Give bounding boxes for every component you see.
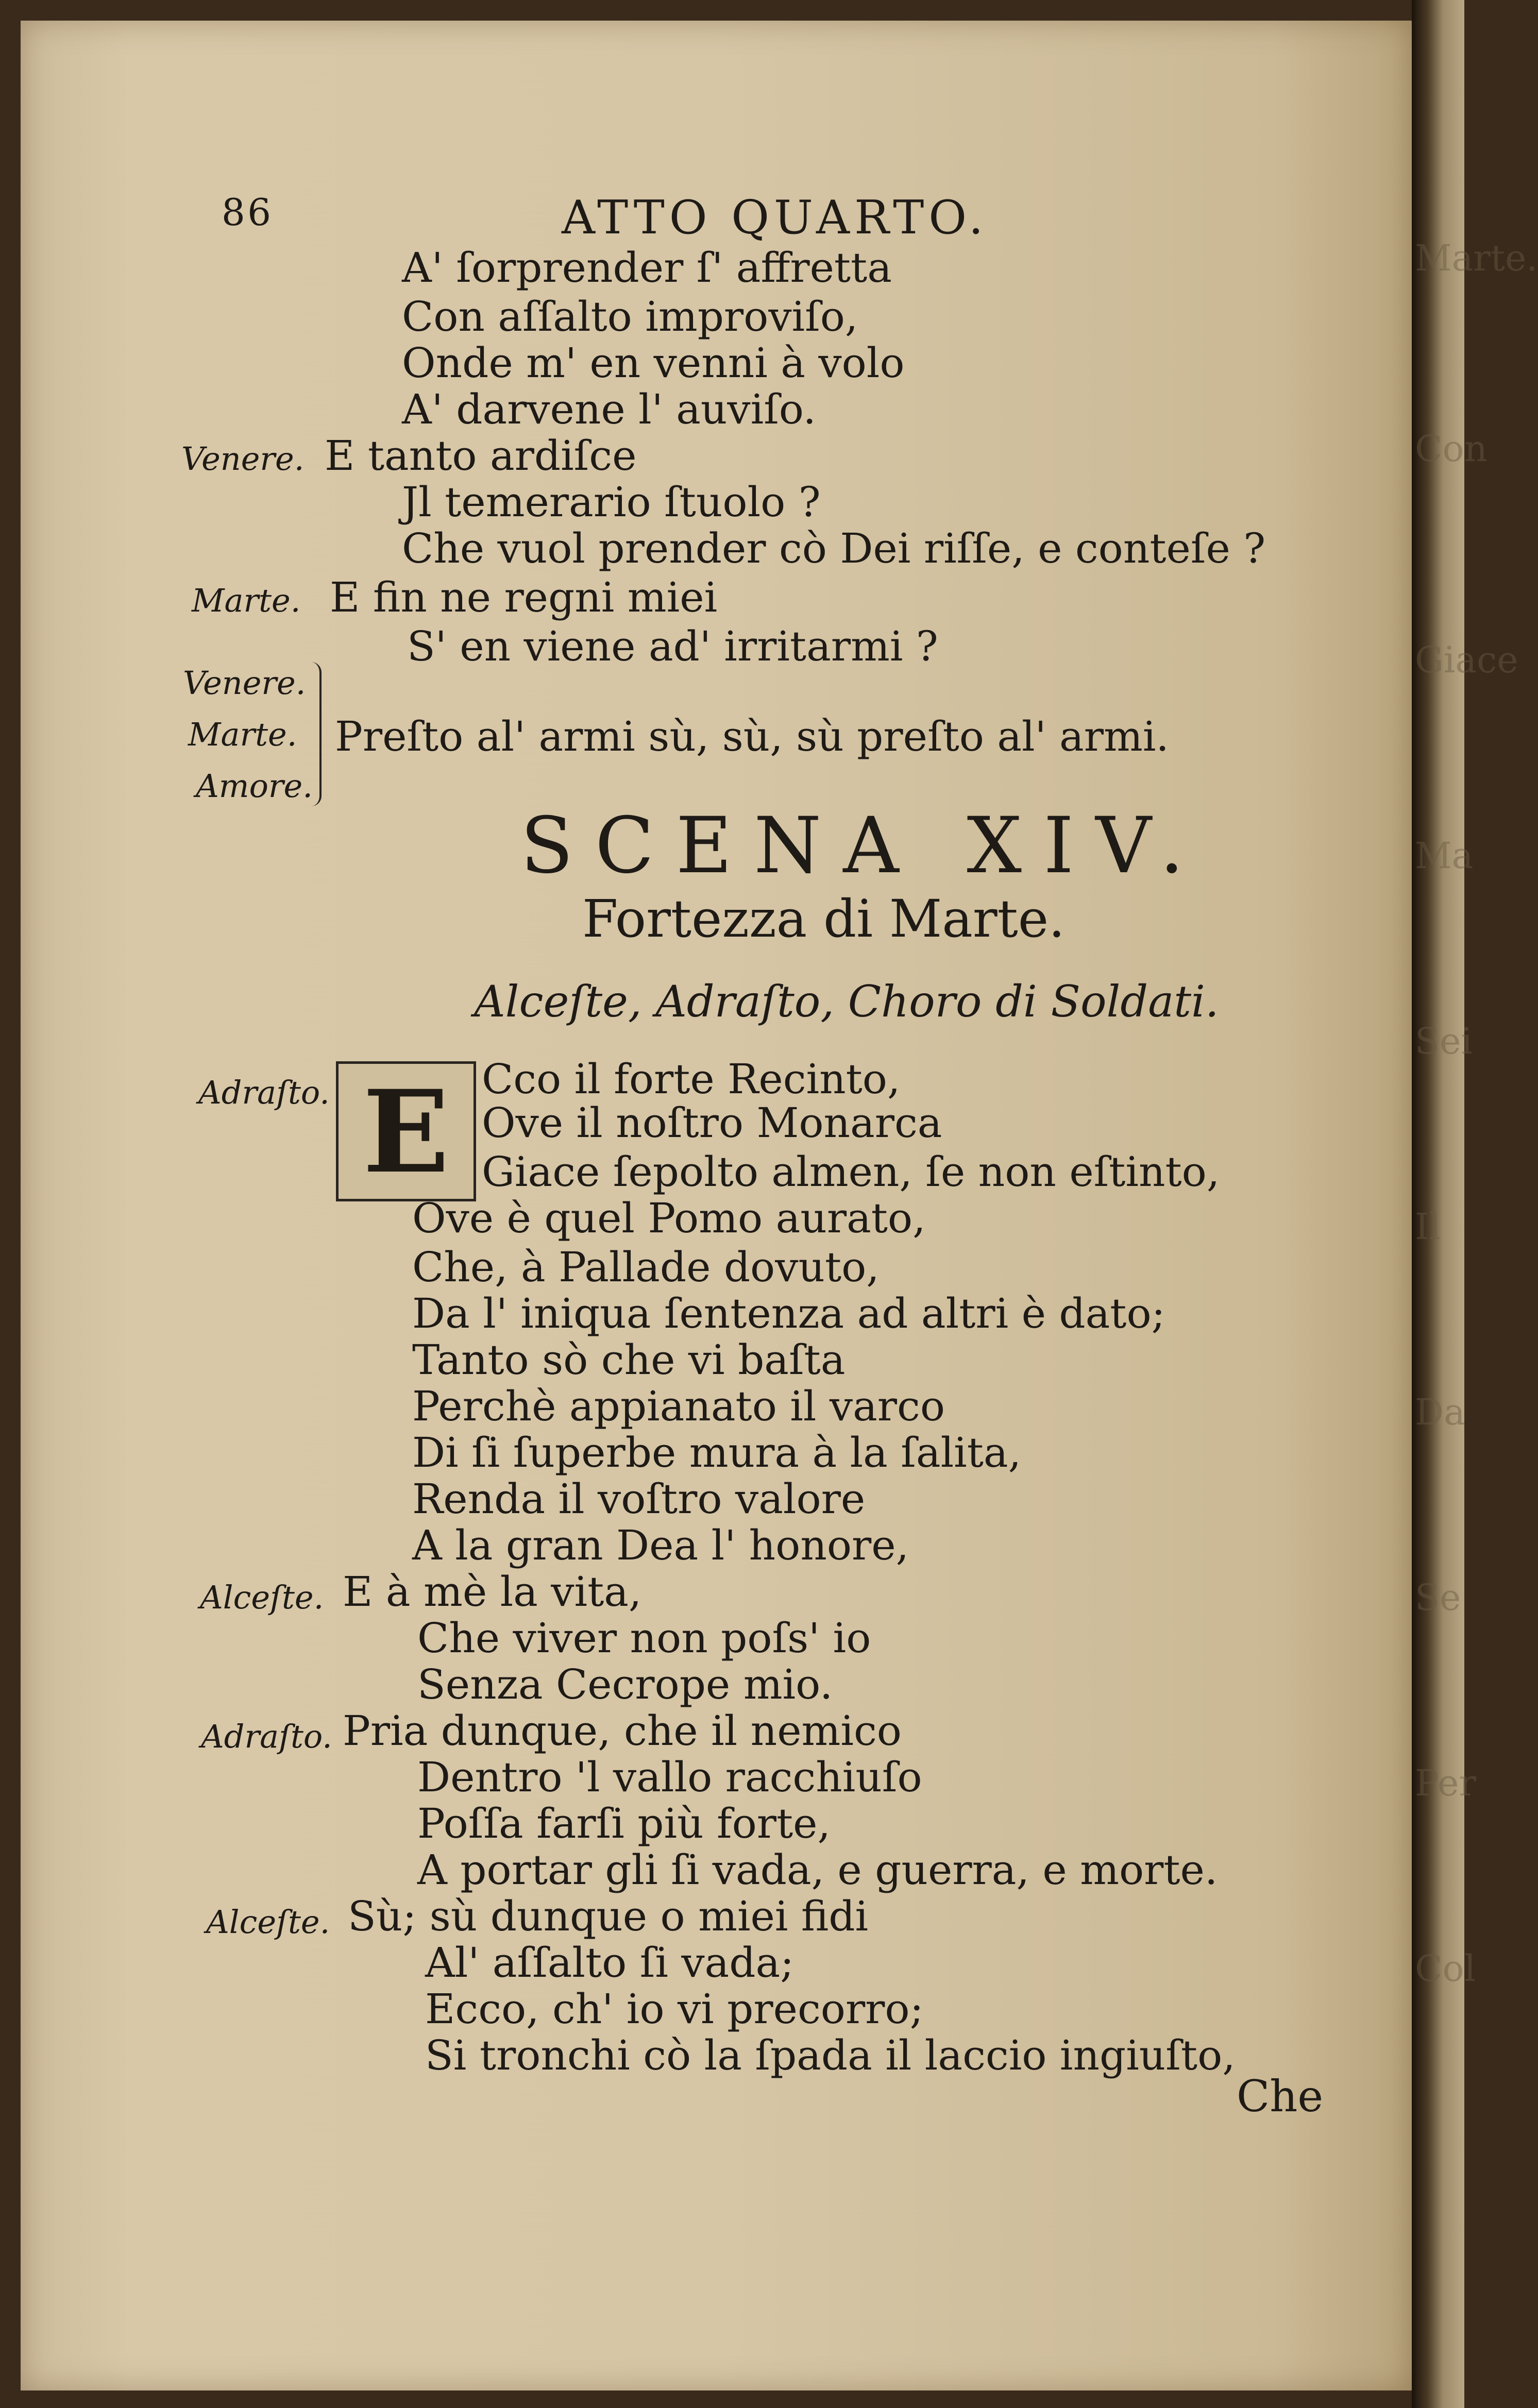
verse-line: Che viver non poſs' io <box>417 1614 871 1662</box>
facing-page-text: Se <box>1415 1576 1461 1619</box>
verse-line: Senza Cecrope mio. <box>417 1660 833 1708</box>
verse-line: Che, à Pallade dovuto, <box>412 1243 880 1291</box>
verse-line: Onde m' en venni à volo <box>402 339 905 387</box>
facing-page-text: Ma <box>1415 835 1474 877</box>
catchword: Che <box>1237 2071 1324 2122</box>
verse-line: E fin ne regni miei <box>330 573 718 621</box>
facing-page-text: Col <box>1415 1947 1476 1990</box>
verse-line: Ecco, ch' io vi precorro; <box>425 1985 924 2033</box>
facing-page-text: Marte. <box>1415 237 1538 279</box>
verse-line: A portar gli ſi vada, e guerra, e morte. <box>417 1846 1218 1894</box>
speaker-label: Alceſte. <box>206 1903 330 1941</box>
verse-line: A' darvene l' auviſo. <box>402 385 816 433</box>
verse-line: Sù; sù dunque o miei fidi <box>348 1892 869 1940</box>
verse-line: Ove il noſtro Monarca <box>482 1099 942 1147</box>
facing-page-text: Sei <box>1415 1020 1473 1062</box>
facing-page-text: Con <box>1415 428 1488 470</box>
verse-line: Tanto sò che vi baſta <box>412 1336 846 1384</box>
speaker-label: Marte. <box>192 582 301 619</box>
verse-line: A' ſorprender ſ' affretta <box>402 244 892 292</box>
speaker-label: Alceſte. <box>200 1579 324 1616</box>
speaker-label: Amore. <box>196 767 313 805</box>
running-title: ATTO QUARTO. <box>562 191 988 245</box>
verse-line: Jl temerario ſtuolo ? <box>402 478 821 526</box>
verse-line: Preſto al' armi sù, sù, sù preſto al' armi. <box>335 713 1169 760</box>
verse-line: Dentro 'l vallo racchiuſo <box>417 1753 922 1801</box>
verse-line: Da l' iniqua ſentenza ad altri è dato; <box>412 1290 1165 1337</box>
verse-line: Poſſa farſi più forte, <box>417 1800 831 1847</box>
speaker-brace <box>309 662 322 806</box>
scene-title: SCENA XIV. <box>520 801 1206 891</box>
facing-page-text: Da <box>1415 1391 1465 1433</box>
verse-line: Renda il voſtro valore <box>412 1475 866 1523</box>
speaker-label: Venere. <box>183 664 306 702</box>
decorated-initial <box>336 1061 476 1201</box>
speaker-label: Adraſto. <box>198 1074 330 1111</box>
verse-line: Perchè appianato il varco <box>412 1382 945 1430</box>
verse-line: E tanto ardiſce <box>325 432 637 480</box>
verse-line: Ove è quel Pomo aurato, <box>412 1194 926 1242</box>
verse-line: A la gran Dea l' honore, <box>412 1521 909 1569</box>
speaker-label: Adraſto. <box>201 1718 332 1755</box>
page-gutter <box>1412 0 1538 2408</box>
facing-page-text: Il <box>1415 1206 1441 1248</box>
verse-line: Cco il forte Recinto, <box>482 1055 901 1103</box>
facing-page-text: Per <box>1415 1762 1476 1804</box>
verse-line: Si tronchi cò la ſpada il laccio ingiuſto, <box>425 2031 1236 2079</box>
speaker-label: Marte. <box>188 716 297 753</box>
verse-line: S' en viene ad' irritarmi ? <box>407 622 938 670</box>
initial-letter: E <box>363 1064 449 1198</box>
verse-line: Che vuol prender cò Dei riſſe, e conteſe ? <box>402 524 1266 572</box>
verse-line: Al' aſſalto ſi vada; <box>425 1939 795 1987</box>
verse-line: Pria dunque, che il nemico <box>343 1707 902 1755</box>
verse-line: Di ſi ſuperbe mura à la ſalita, <box>412 1429 1022 1477</box>
scene-location: Fortezza di Marte. <box>582 889 1065 949</box>
verse-line: Con aſſalto improviſo, <box>402 293 858 341</box>
facing-page-text: Giace <box>1415 639 1518 681</box>
scene-characters: Alceſte, Adraſto, Choro di Soldati. <box>474 976 1219 1027</box>
verse-line: E à mè la vita, <box>343 1568 642 1616</box>
verse-line: Giace ſepolto almen, ſe non eſtinto, <box>482 1148 1220 1196</box>
page-number: 86 <box>222 191 274 234</box>
speaker-label: Venere. <box>181 440 305 478</box>
